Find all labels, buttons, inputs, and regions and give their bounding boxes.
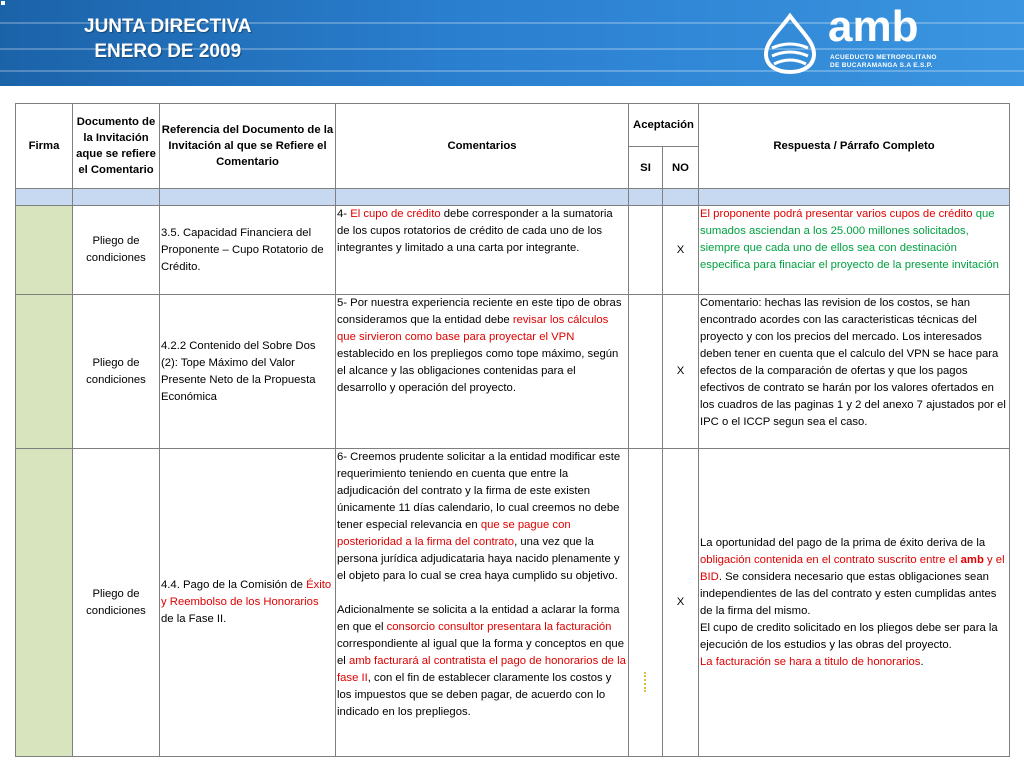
respuesta-text: . Se considera necesario que estas obligaciones sean independientes de las del contrato y esten cumplidas antes de la firma del mismo. [700,570,997,617]
documento-cell: Pliego de condiciones [73,206,160,295]
water-drop-icon [750,12,830,74]
firma-cell [16,206,73,295]
header-no: NO [663,147,699,189]
title-line-1: JUNTA DIRECTIVA [84,16,252,37]
dotted-mark-icon [644,672,648,692]
table-header-row [16,104,1010,147]
comentario-cell [336,449,629,757]
documento-cell: Pliego de condiciones [73,449,160,757]
band-cell [629,189,663,206]
table-row [16,206,1010,295]
comentario-cell [336,295,629,449]
band-cell [160,189,336,206]
si-cell [629,206,663,295]
referencia-highlight: Éxito y Reembolso de los Honorarios [161,579,332,608]
referencia-cell [160,449,336,757]
comentario-highlight: que se pague con posterioridad a la firma del contrato [337,519,571,548]
table-row [16,449,1010,757]
respuesta-paragraph [700,654,1008,671]
comentario-highlight: revisar los cálculos que sirvieron como base para proyectar el VPN [337,314,609,343]
page-title [84,14,251,64]
logo-subtitle-line-2: DE BUCARAMANGA S.A E.S.P. [830,62,933,69]
respuesta-text-green: que sumados asciendan a los 25.000 millones solicitados, siempre que cada uno de ellos sea con destinación especifica para finaciar el proyecto de la presente invitación [700,208,999,271]
header-aceptacion: Aceptación [629,104,699,147]
table-row [16,295,1010,449]
firma-cell [16,449,73,757]
band-cell [73,189,160,206]
band-cell [663,189,699,206]
comentario-text: 5- Por nuestra experiencia reciente en este tipo de obras consideramos que la entidad debe [337,297,622,326]
respuesta-highlight-bold: amb [960,553,984,566]
table-band-row [16,189,1010,206]
logo-wordmark: amb [828,2,919,51]
comentario-paragraph [337,449,627,585]
title-line-2: ENERO DE 2009 [94,41,242,62]
comentario-text: correspondiente al igual que la forma y conceptos en que el [337,638,625,667]
comentario-paragraph [337,602,627,721]
comentario-text: , una vez que la persona jurídica adjudicataria haya nacido plenamente y el objeto para lo cual se crea haya cumplido su objetivo. [337,536,620,582]
corner-marker [1,1,5,5]
comentario-cell [336,206,629,295]
amb-logo [750,2,962,74]
comentario-text: 4- [337,208,351,220]
referencia-cell: 3.5. Capacidad Financiera del Proponente – Cupo Rotatorio de Crédito. [160,206,336,295]
referencia-text: de la Fase II. [161,613,227,625]
header-respuesta: Respuesta / Párrafo Completo [699,104,1010,189]
respuesta-cell [699,449,1010,757]
no-cell: X [663,449,699,757]
comentario-text: 6- Creemos prudente solicitar a la entidad modificar este requerimiento teniendo en cuenta que entre la adjudicación del contrato y la firma de este existen únicamente 11 días calendario, lo cual creemos no debe tener especial relevancia en [337,451,621,531]
logo-subtitle-line-1: ACUEDUCTO METROPOLITANO [830,54,937,61]
respuesta-text: La oportunidad del pago de la prima de éxito deriva de la [700,536,986,549]
no-cell: X [663,295,699,449]
respuesta-text: . [920,655,924,668]
header-referencia: Referencia del Documento de la Invitación al que se Refiere el Comentario [160,104,336,189]
respuesta-paragraph [700,535,1008,620]
comentario-highlight: consorcio consultor presentara la facturación [386,621,612,633]
referencia-text: 4.4. Pago de la Comisión de [161,579,307,591]
documento-cell: Pliego de condiciones [73,295,160,449]
si-cell [629,449,663,757]
logo-subtitle [830,54,937,70]
si-cell [629,295,663,449]
respuesta-highlight: obligación contenida en el contrato suscrito entre el [700,553,961,566]
comentario-text: establecido en los prepliegos como tope máximo, según el alcance y las obligaciones contenidas para el desarrollo y operación del proyecto. [337,348,619,394]
comentario-highlight: amb facturará al contratista el pago de honorarios de la fase II [337,655,626,684]
respuesta-cell: Comentario: hechas las revision de los costos, se han encontrado acordes con las caracteristicas técnicas del proyecto y con los precios del mercado. Los interesados deben tener en cuenta que el calculo del VPN se hace para efectos de la comparación de ofertas y que los pagos efectivos de contrato se harán por los valores ofertados en los cuadros de las paginas 1 y 2 del anexo 7 ajustados por el IPC o el ICCP segun sea el caso. [699,295,1010,449]
slide-header [0,0,1024,86]
comentario-text: , con el fin de establecer claramente los costos y los impuestos que se deben pagar, de acuerdo con lo indicado en los prepliegos. [337,672,612,718]
band-cell [16,189,73,206]
header-documento: Documento de la Invitación aque se refiere el Comentario [73,104,160,189]
firma-cell [16,295,73,449]
header-firma: Firma [16,104,73,189]
band-cell [336,189,629,206]
comentario-text: debe corresponder a la sumatoria de los cupos rotatorios de crédito de cada uno de los integrantes y limitado a una carta por integrante. [337,208,613,254]
comentario-highlight: El cupo de crédito [350,208,441,220]
header-si: SI [629,147,663,189]
respuesta-paragraph: El cupo de credito solicitado en los pliegos debe ser para la ejecución de los estudios y las obras del proyecto. [700,621,998,651]
referencia-cell: 4.2.2 Contenido del Sobre Dos (2): Tope Máximo del Valor Presente Neto de la Propuesta Económica [160,295,336,449]
paragraph-spacer [337,585,627,602]
comentario-text: Adicionalmente se solicita a la entidad a aclarar la forma en que el [337,604,620,633]
comments-table [15,103,1010,757]
respuesta-cell [699,206,1010,295]
respuesta-highlight: y el BID [700,553,1005,583]
header-comentarios: Comentarios [336,104,629,189]
no-cell: X [663,206,699,295]
band-cell [699,189,1010,206]
respuesta-highlight: El proponente podrá presentar varios cupos de crédito [700,208,973,220]
respuesta-highlight: La facturación se hara a titulo de honorarios [700,655,921,668]
